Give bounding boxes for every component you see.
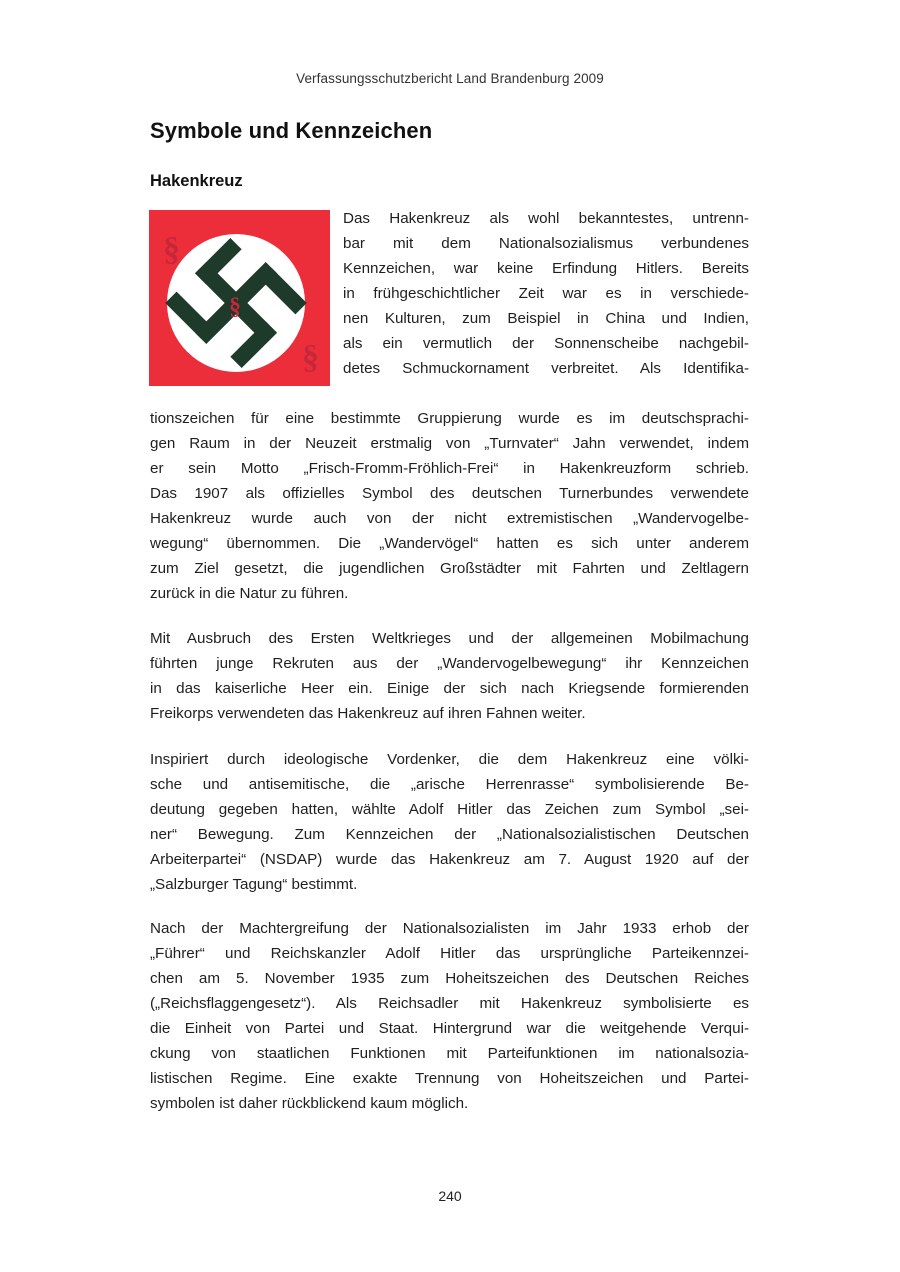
text-line: führten junge Rekruten aus der „Wandervogelbewegung“ ihr Kennzeichen — [150, 655, 749, 672]
hakenkreuz-flag-figure — [149, 210, 330, 386]
paragraph-sign-bottom: § — [302, 339, 319, 376]
text-line: zum Ziel gesetzt, die jugendlichen Großstädter mit Fahrten und Zeltlagern — [150, 560, 749, 577]
text-line: zurück in die Natur zu führen. — [150, 585, 349, 602]
text-line: tionszeichen für eine bestimmte Gruppierung wurde es im deutschsprachi- — [150, 410, 749, 427]
hakenkreuz-flag-icon — [149, 210, 330, 386]
paragraph-2 — [150, 626, 749, 726]
subsection-title: Hakenkreuz — [150, 172, 243, 190]
text-line: Nach der Machtergreifung der Nationalsozialisten im Jahr 1933 erhob der — [150, 920, 749, 937]
paragraph-1-full-width — [150, 406, 749, 606]
text-line: bar mit dem Nationalsozialismus verbundenes — [343, 235, 749, 252]
section-title: Symbole und Kennzeichen — [150, 118, 433, 143]
paragraph-3 — [150, 747, 749, 897]
text-line: Arbeiterpartei“ (NSDAP) wurde das Hakenkreuz am 7. August 1920 auf der — [150, 851, 749, 868]
text-line: listischen Regime. Eine exakte Trennung von Hoheitszeichen und Partei- — [150, 1070, 749, 1087]
text-line: chen am 5. November 1935 zum Hoheitszeichen des Deutschen Reiches — [150, 970, 749, 987]
text-line: gen Raum in der Neuzeit erstmalig von „Turnvater“ Jahn verwendet, indem — [150, 435, 749, 452]
text-line: Inspiriert durch ideologische Vordenker, die dem Hakenkreuz eine völki- — [150, 751, 749, 768]
paragraph-sign-center: § — [229, 294, 241, 320]
paragraph-sign-top: § — [163, 231, 180, 268]
text-line: Das Hakenkreuz als wohl bekanntestes, untrenn- — [343, 210, 749, 227]
text-line: Mit Ausbruch des Ersten Weltkrieges und der allgemeinen Mobilmachung — [150, 630, 749, 647]
text-line: in frühgeschichtlicher Zeit war es in verschiede- — [343, 285, 749, 302]
paragraph-1-wrap-beside-figure — [343, 206, 749, 381]
text-line: sche und antisemitische, die „arische Herrenrasse“ symbolisierende Be- — [150, 776, 749, 793]
text-line: „Salzburger Tagung“ bestimmt. — [150, 876, 358, 893]
text-line: „Führer“ und Reichskanzler Adolf Hitler das ursprüngliche Parteikennzei- — [150, 945, 749, 962]
text-line: deutung gegeben hatten, wählte Adolf Hitler das Zeichen zum Symbol „sei- — [150, 801, 749, 818]
text-line: wegung“ übernommen. Die „Wandervögel“ hatten es sich unter anderem — [150, 535, 749, 552]
text-line: ner“ Bewegung. Zum Kennzeichen der „Nationalsozialistischen Deutschen — [150, 826, 749, 843]
page-number: 240 — [438, 1188, 462, 1204]
text-line: („Reichsflaggengesetz“). Als Reichsadler mit Hakenkreuz symbolisierte es — [150, 995, 749, 1012]
text-line: Freikorps verwendeten das Hakenkreuz auf ihren Fahnen weiter. — [150, 705, 586, 722]
text-line: symbolen ist daher rückblickend kaum möglich. — [150, 1095, 469, 1112]
text-line: als ein vermutlich der Sonnenscheibe nachgebil- — [343, 335, 749, 352]
text-line: in das kaiserliche Heer ein. Einige der sich nach Kriegsende formierenden — [150, 680, 749, 697]
text-line: nen Kulturen, zum Beispiel in China und Indien, — [343, 310, 749, 327]
running-header: Verfassungsschutzbericht Land Brandenburg 2009 — [296, 71, 604, 86]
text-line: Das 1907 als offizielles Symbol des deutschen Turnerbundes verwendete — [150, 485, 749, 502]
text-line: detes Schmuckornament verbreitet. Als Identifika- — [343, 360, 749, 377]
text-line: ckung von staatlichen Funktionen mit Parteifunktionen im nationalsozia- — [150, 1045, 749, 1062]
text-line: er sein Motto „Frisch-Fromm-Fröhlich-Frei“ in Hakenkreuzform schrieb. — [150, 460, 749, 477]
text-line: die Einheit von Partei und Staat. Hintergrund war die weitgehende Verqui- — [150, 1020, 749, 1037]
paragraph-4 — [150, 916, 749, 1116]
text-line: Hakenkreuz wurde auch von der nicht extremistischen „Wandervogelbe- — [150, 510, 749, 527]
text-line: Kennzeichen, war keine Erfindung Hitlers. Bereits — [343, 260, 749, 277]
